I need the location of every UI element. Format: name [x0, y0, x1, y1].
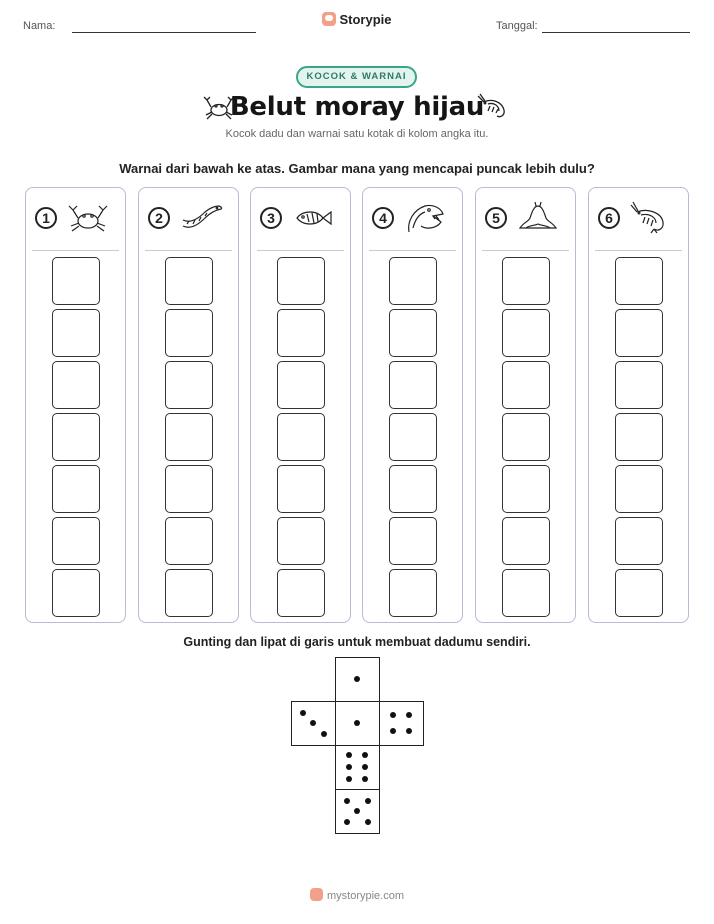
column-1 — [25, 187, 126, 623]
column-4 — [362, 187, 463, 623]
column-divider — [32, 250, 119, 251]
moray-eel-icon — [179, 200, 223, 236]
dice-pip — [406, 728, 412, 734]
color-box[interactable] — [389, 257, 437, 305]
color-box[interactable] — [277, 569, 325, 617]
color-box[interactable] — [277, 413, 325, 461]
color-box[interactable] — [165, 465, 213, 513]
column-number: 6 — [598, 207, 620, 229]
color-box[interactable] — [389, 309, 437, 357]
color-box[interactable] — [277, 465, 325, 513]
dice-face-6 — [335, 745, 380, 790]
color-box[interactable] — [277, 257, 325, 305]
color-box[interactable] — [502, 569, 550, 617]
color-box[interactable] — [52, 413, 100, 461]
color-box[interactable] — [165, 309, 213, 357]
column-number: 3 — [260, 207, 282, 229]
storypie-logo-icon — [322, 12, 336, 26]
instruction-subtitle: Kocok dadu dan warnai satu kotak di kolom angka itu. — [225, 128, 489, 140]
dice-face-4 — [379, 701, 424, 746]
column-number: 1 — [35, 207, 57, 229]
color-box[interactable] — [389, 413, 437, 461]
column-divider — [595, 250, 682, 251]
column-2 — [138, 187, 239, 623]
dice-pip — [406, 712, 412, 718]
dice-face-3 — [291, 701, 336, 746]
dice-instruction: Gunting dan lipat di garis untuk membuat dadumu sendiri. — [183, 635, 531, 649]
dice-pip — [354, 808, 360, 814]
activity-badge: KOCOK & WARNAI — [296, 66, 417, 88]
column-divider — [257, 250, 344, 251]
dice-pip — [346, 764, 352, 770]
color-box[interactable] — [52, 309, 100, 357]
dice-pip — [390, 712, 396, 718]
dice-pip — [354, 676, 360, 682]
color-box[interactable] — [52, 361, 100, 409]
dice-face-5 — [335, 789, 380, 834]
dice-pip — [300, 710, 306, 716]
dice-pip — [362, 764, 368, 770]
brand-logo — [0, 12, 714, 27]
fish-icon — [291, 200, 335, 236]
color-box[interactable] — [615, 413, 663, 461]
color-box[interactable] — [615, 257, 663, 305]
column-6 — [588, 187, 689, 623]
dice-pip — [346, 752, 352, 758]
color-box[interactable] — [165, 517, 213, 565]
color-box[interactable] — [52, 569, 100, 617]
color-box[interactable] — [615, 309, 663, 357]
color-box[interactable] — [615, 465, 663, 513]
color-box[interactable] — [502, 465, 550, 513]
column-number: 4 — [372, 207, 394, 229]
name-label: Nama: — [23, 20, 56, 32]
sea-slug-icon — [516, 200, 560, 236]
color-box[interactable] — [389, 569, 437, 617]
dice-pip — [310, 720, 316, 726]
date-line[interactable] — [542, 32, 690, 33]
dice-pip — [354, 720, 360, 726]
column-divider — [482, 250, 569, 251]
color-box[interactable] — [615, 517, 663, 565]
color-box[interactable] — [502, 309, 550, 357]
dice-face-1 — [335, 701, 380, 746]
name-line[interactable] — [72, 32, 256, 33]
column-divider — [145, 250, 232, 251]
shrimp-icon — [476, 92, 510, 122]
eel-head-icon — [403, 200, 447, 236]
color-box[interactable] — [52, 517, 100, 565]
dice-pip — [365, 798, 371, 804]
color-box[interactable] — [389, 517, 437, 565]
footer — [0, 888, 714, 902]
color-box[interactable] — [615, 569, 663, 617]
color-box[interactable] — [502, 413, 550, 461]
dice-pip — [346, 776, 352, 782]
dice-pip — [321, 731, 327, 737]
dice-face-1 — [335, 657, 380, 702]
color-box[interactable] — [165, 569, 213, 617]
column-divider — [369, 250, 456, 251]
color-box[interactable] — [165, 361, 213, 409]
dice-pip — [362, 776, 368, 782]
color-box[interactable] — [502, 257, 550, 305]
color-box[interactable] — [277, 361, 325, 409]
date-label: Tanggal: — [496, 20, 538, 32]
question-text: Warnai dari bawah ke atas. Gambar mana yang mencapai puncak lebih dulu? — [119, 161, 595, 176]
page-title: Belut moray hijau — [229, 92, 485, 122]
column-3 — [250, 187, 351, 623]
dice-pip — [390, 728, 396, 734]
column-number: 5 — [485, 207, 507, 229]
dice-pip — [344, 798, 350, 804]
color-box[interactable] — [165, 257, 213, 305]
color-box[interactable] — [389, 465, 437, 513]
color-box[interactable] — [615, 361, 663, 409]
color-box[interactable] — [502, 361, 550, 409]
color-box[interactable] — [277, 517, 325, 565]
footer-url: mystorypie.com — [326, 890, 405, 902]
color-box[interactable] — [277, 309, 325, 357]
color-box[interactable] — [502, 517, 550, 565]
column-number: 2 — [148, 207, 170, 229]
color-box[interactable] — [52, 257, 100, 305]
crab-icon — [66, 200, 110, 236]
storypie-logo-icon — [310, 888, 323, 901]
shrimp-icon — [629, 200, 673, 236]
color-box[interactable] — [52, 465, 100, 513]
color-box[interactable] — [389, 361, 437, 409]
column-5 — [475, 187, 576, 623]
dice-pip — [344, 819, 350, 825]
dice-pip — [362, 752, 368, 758]
brand-name: Storypie — [339, 12, 392, 27]
dice-pip — [365, 819, 371, 825]
color-box[interactable] — [165, 413, 213, 461]
